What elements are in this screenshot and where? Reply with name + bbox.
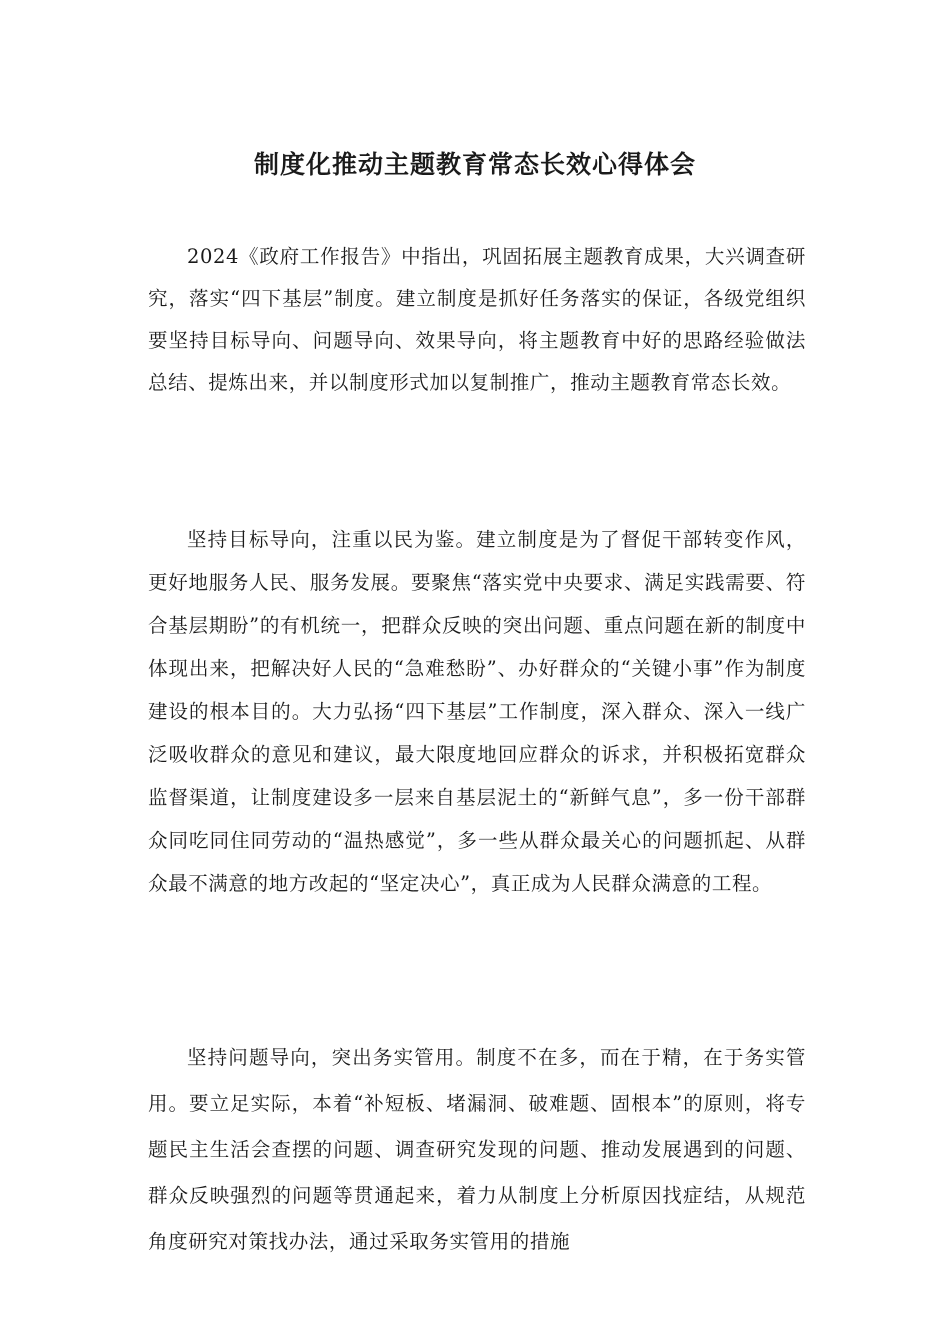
paragraph-intro: 2024《政府工作报告》中指出，巩固拓展主题教育成果，大兴调查研究，落实“四下基层”制度。建立制度是抓好任务落实的保证，各级党组织要坚持目标导向、问题导向、效果导向，将主题教育中好的思路经验做法总结、提炼出来，并以制度形式加以复制推广，推动主题教育常态长效。 bbox=[148, 245, 806, 394]
paragraph-problem-oriented: 坚持问题导向，突出务实管用。制度不在多，而在于精，在于务实管用。要立足实际，本着“补短板、堵漏洞、破难题、固根本”的原则，将专题民主生活会查摆的问题、调查研究发现的问题、推动发展遇到的问题、群众反映强烈的问题等贯通起来，着力从制度上分析原因找症结，从规范角度研究对策找办法，通过采取务实管用的措施 bbox=[148, 1046, 806, 1253]
paragraph-goal-oriented: 坚持目标导向，注重以民为鉴。建立制度是为了督促干部转变作风，更好地服务人民、服务发展。要聚焦“落实党中央要求、满足实践需要、符合基层期盼”的有机统一，把群众反映的突出问题、重点问题在新的制度中体现出来，把解决好人民的“急难愁盼”、办好群众的“关键小事”作为制度建设的根本目的。大力弘扬“四下基层”工作制度，深入群众、深入一线广泛吸收群众的意见和建议，最大限度地回应群众的诉求，并积极拓宽群众监督渠道，让制度建设多一层来自基层泥土的“新鲜气息”，多一份干部群众同吃同住同劳动的“温热感觉”，多一些从群众最关心的问题抓起、从群众最不满意的地方改起的“坚定决心”，真正成为人民群众满意的工程。 bbox=[148, 528, 806, 895]
document-title: 制度化推动主题教育常态长效心得体会 bbox=[253, 150, 696, 179]
